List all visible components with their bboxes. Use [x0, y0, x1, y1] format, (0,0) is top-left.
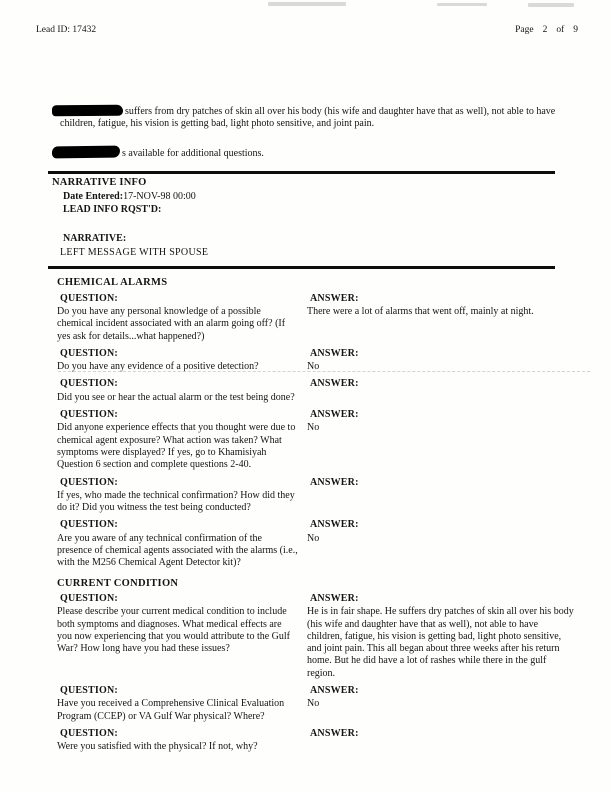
answer-label: ANSWER: — [310, 292, 359, 304]
lead-info-row — [63, 204, 571, 216]
date-entered-value: 17-NOV-98 00:00 — [123, 190, 196, 202]
section-heading-current-condition: CURRENT CONDITION — [57, 577, 179, 589]
answer-block — [305, 409, 581, 471]
question-text: Do you have any evidence of a positive detection? — [57, 361, 259, 373]
answer-text: There were a lot of alarms that went off, mainly at night. — [307, 305, 534, 317]
page-number — [506, 25, 578, 35]
current-condition-section — [0, 578, 611, 754]
question-label: QUESTION: — [60, 378, 118, 390]
redaction-bar — [52, 105, 123, 116]
question-text: If yes, who made the technical confirmation? How did they do it? Did you witness the test being conducted? — [57, 489, 295, 514]
narrative-info-heading: NARRATIVE INFO — [52, 176, 147, 188]
question-text: Did anyone experience effects that you thought were due to chemical agent exposure? What action was taken? What symptoms were displayed? If yes, go to Khamisiyah Question 6 section and complete questions 2-40. — [57, 422, 296, 471]
answer-label: ANSWER: — [310, 592, 359, 604]
answer-block — [305, 728, 581, 754]
answer-block — [305, 293, 581, 343]
question-block — [57, 593, 305, 680]
question-block — [57, 477, 305, 515]
spacer — [52, 217, 571, 232]
answer-label: ANSWER: — [310, 409, 359, 421]
page-label: Page — [515, 25, 534, 35]
narrative-row — [63, 233, 571, 245]
intro-paragraph-text: s available for additional questions. — [122, 147, 264, 159]
qa-row — [57, 348, 581, 374]
answer-label: ANSWER: — [310, 476, 359, 488]
redaction-bar — [52, 145, 120, 158]
answer-text: He is in fair shape. He suffers dry patches of skin all over his body (his wife and daughter have that as well), not able to have children, fatigue, his vision is getting bad, light photo sensitive, and joint pain. This all began about three weeks after his return home. But he did have a lot of rashes while there in the gulf region. — [307, 606, 574, 679]
page-header — [36, 25, 578, 35]
scan-artifact — [268, 2, 346, 6]
document-body — [0, 105, 611, 758]
question-label: QUESTION: — [60, 292, 118, 304]
qa-row — [57, 477, 581, 515]
lead-info-label: LEAD INFO RQST'D: — [63, 204, 162, 216]
question-block — [57, 728, 305, 754]
intro-paragraph — [60, 146, 571, 160]
answer-text: No — [307, 698, 320, 710]
date-entered-label: Date Entered: — [63, 190, 124, 202]
answer-label: ANSWER: — [310, 727, 359, 739]
narrative-info-section — [52, 177, 571, 259]
page-current: 2 — [542, 25, 548, 35]
narrative-value: LEFT MESSAGE WITH SPOUSE — [60, 247, 209, 259]
section-heading-chemical-alarms: CHEMICAL ALARMS — [57, 277, 168, 289]
qa-row — [57, 685, 581, 723]
question-text: Are you aware of any technical confirmation of the presence of chemical agents associated with the alarms (i.e., with the M256 Chemical Agent Detector kit)? — [57, 532, 298, 569]
intro-paragraph — [60, 105, 571, 131]
answer-block — [305, 477, 581, 515]
question-text: Were you satisfied with the physical? If not, why? — [57, 741, 258, 753]
question-block — [57, 378, 305, 404]
question-block — [57, 519, 305, 569]
answer-block — [305, 519, 581, 569]
answer-label: ANSWER: — [310, 347, 359, 359]
question-label: QUESTION: — [60, 347, 118, 359]
scan-artifact — [58, 371, 590, 372]
question-label: QUESTION: — [60, 409, 118, 421]
answer-text: No — [307, 532, 320, 544]
scan-artifact — [528, 3, 574, 7]
page-of: of — [556, 25, 565, 35]
qa-row — [57, 593, 581, 680]
qa-row — [57, 409, 581, 471]
answer-block — [305, 348, 581, 374]
question-block — [57, 348, 305, 374]
intro-paragraph-text: suffers from dry patches of skin all over his body (his wife and daughter have that as well), not able to have children, fatigue, his vision is getting bad, light photo sensitive, and joint pain. — [60, 106, 556, 130]
answer-text: No — [307, 422, 320, 434]
question-label: QUESTION: — [60, 476, 118, 488]
scan-artifact — [437, 3, 487, 6]
question-label: QUESTION: — [60, 727, 118, 739]
date-entered-row — [63, 191, 571, 203]
answer-block — [305, 685, 581, 723]
question-text: Have you received a Comprehensive Clinical Evaluation Program (CCEP) or VA Gulf War physical? Where? — [57, 698, 285, 722]
section-rule — [48, 171, 555, 174]
question-block — [57, 409, 305, 471]
question-block — [57, 293, 305, 343]
answer-label: ANSWER: — [310, 684, 359, 696]
qa-row — [57, 378, 581, 404]
question-text: Please describe your current medical condition to include both symptoms and diagnoses. What medical effects are you now experiencing that you would attribute to the Gulf War? How long have you had these issues? — [57, 606, 291, 655]
question-label: QUESTION: — [60, 592, 118, 604]
chemical-alarms-section — [0, 277, 611, 569]
question-label: QUESTION: — [60, 684, 118, 696]
answer-block — [305, 378, 581, 404]
question-text: Did you see or hear the actual alarm or the test being done? — [57, 391, 295, 403]
page-total: 9 — [573, 25, 578, 35]
section-rule — [48, 266, 555, 269]
answer-block — [305, 593, 581, 680]
qa-row — [57, 519, 581, 569]
answer-label: ANSWER: — [310, 378, 359, 390]
question-text: Do you have any personal knowledge of a possible chemical incident associated with an alarm going off? (If yes ask for details...what happened?) — [57, 305, 286, 342]
qa-row — [57, 293, 581, 343]
answer-text: No — [307, 361, 320, 373]
question-block — [57, 685, 305, 723]
question-label: QUESTION: — [60, 519, 118, 531]
qa-row — [57, 728, 581, 754]
narrative-label: NARRATIVE: — [63, 233, 127, 245]
answer-label: ANSWER: — [310, 519, 359, 531]
lead-id: Lead ID: 17432 — [36, 25, 97, 35]
